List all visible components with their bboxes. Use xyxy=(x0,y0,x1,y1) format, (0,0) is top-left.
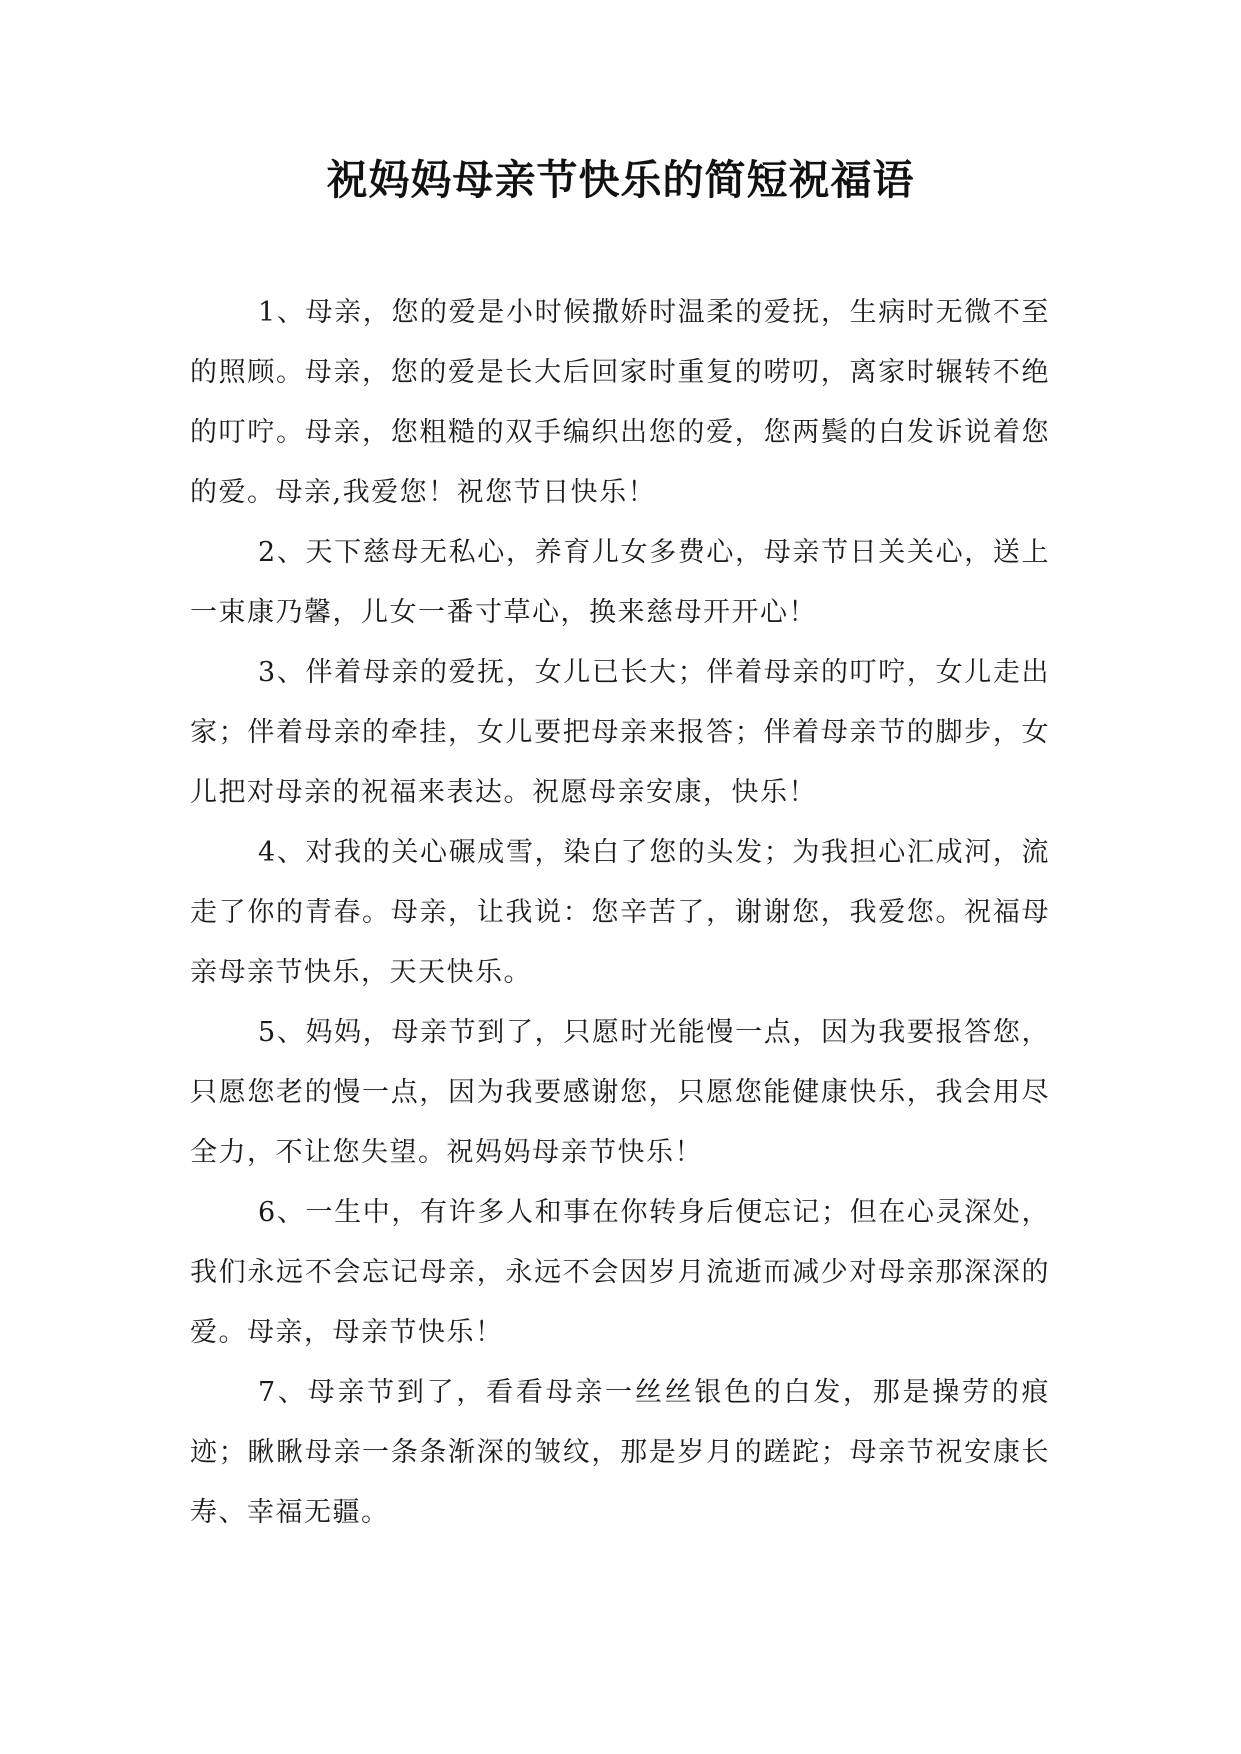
paragraph-7: 7、母亲节到了，看看母亲一丝丝银色的白发，那是操劳的痕迹；瞅瞅母亲一条条渐深的皱纹，那是岁月的蹉跎；母亲节祝安康长寿、幸福无疆。 xyxy=(190,1377,1050,1528)
paragraph-3: 3、伴着母亲的爱抚，女儿已长大；伴着母亲的叮咛，女儿走出家；伴着母亲的牵挂，女儿要把母亲来报答；伴着母亲节的脚步，女儿把对母亲的祝福来表达。祝愿母亲安康，快乐！ xyxy=(190,657,1050,808)
document-body xyxy=(190,283,1050,1543)
paragraph-6: 6、一生中，有许多人和事在你转身后便忘记；但在心灵深处，我们永远不会忘记母亲，永远不会因岁月流逝而减少对母亲那深深的爱。母亲，母亲节快乐！ xyxy=(190,1197,1050,1348)
document-title: 祝妈妈母亲节快乐的简短祝福语 xyxy=(326,156,915,204)
paragraph-1: 1、母亲，您的爱是小时候撒娇时温柔的爱抚，生病时无微不至的照顾。母亲，您的爱是长大后回家时重复的唠叨，离家时辗转不绝的叮咛。母亲，您粗糙的双手编织出您的爱，您两鬓的白发诉说着您的爱。母亲,我爱您！祝您节日快乐！ xyxy=(190,297,1050,508)
paragraph-4: 4、对我的关心碾成雪，染白了您的头发；为我担心汇成河，流走了你的青春。母亲，让我说：您辛苦了，谢谢您，我爱您。祝福母亲母亲节快乐，天天快乐。 xyxy=(190,837,1050,988)
paragraph-2: 2、天下慈母无私心，养育儿女多费心，母亲节日关关心，送上一束康乃馨，儿女一番寸草心，换来慈母开开心！ xyxy=(190,537,1050,628)
paragraph-5: 5、妈妈，母亲节到了，只愿时光能慢一点，因为我要报答您，只愿您老的慢一点，因为我要感谢您，只愿您能健康快乐，我会用尽全力，不让您失望。祝妈妈母亲节快乐！ xyxy=(190,1017,1050,1168)
